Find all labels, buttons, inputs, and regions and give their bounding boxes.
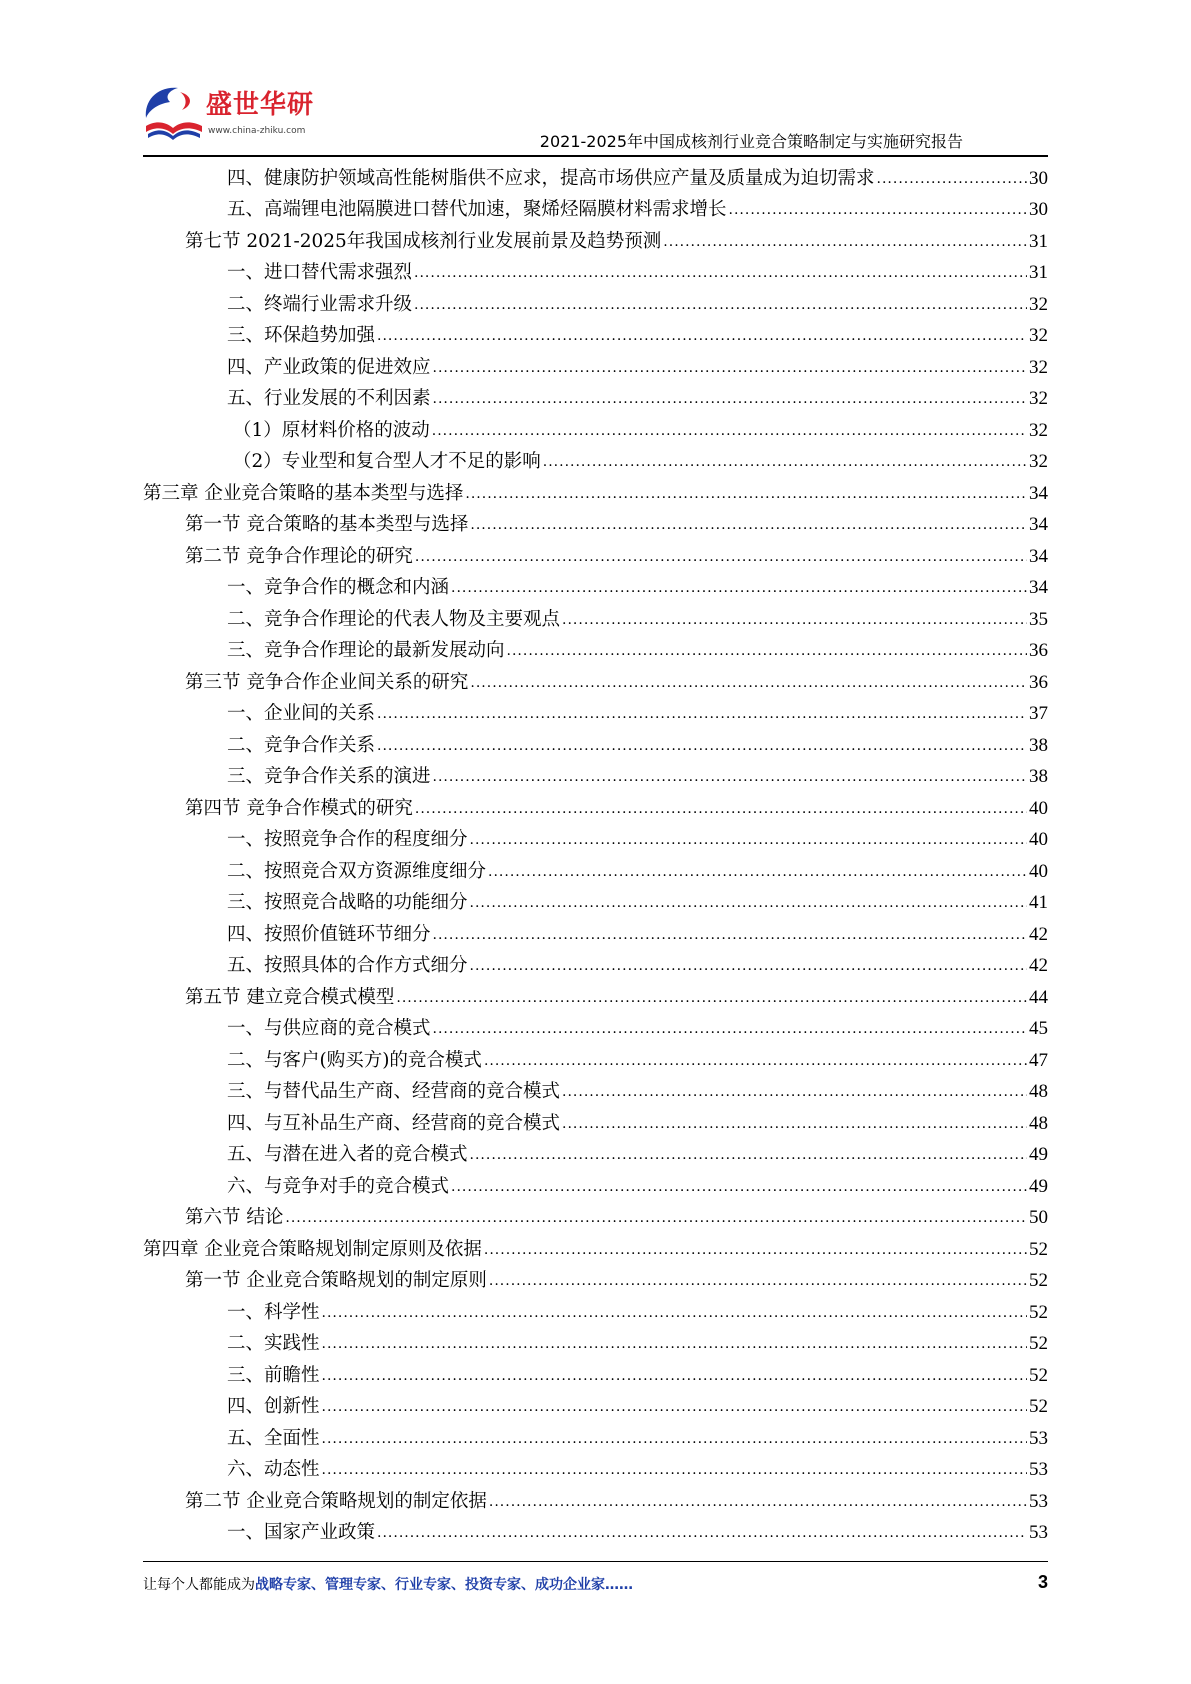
toc-dot-leader (377, 707, 1027, 721)
toc-dot-leader (433, 361, 1027, 375)
toc-entry-page: 32 (1029, 419, 1048, 441)
toc-entry-title: 五、按照具体的合作方式细分 (227, 955, 468, 976)
toc-entry-page: 52 (1029, 1364, 1048, 1386)
toc-entry-title: 六、动态性 (227, 1459, 320, 1480)
toc-entry-page: 48 (1029, 1081, 1048, 1102)
toc-entry-title: 一、企业间的关系 (227, 703, 376, 724)
toc-entry[interactable] (143, 633, 1048, 665)
toc-dot-leader (415, 550, 1027, 564)
toc-entry[interactable] (143, 948, 1048, 980)
toc-entry-title: 三、竞争合作理论的最新发展动向 (227, 640, 505, 661)
page-header (0, 0, 1191, 160)
toc-entry-page: 40 (1029, 829, 1048, 850)
toc-entry-page: 34 (1029, 545, 1048, 567)
toc-entry-title: 五、与潜在进入者的竞合模式 (227, 1144, 468, 1165)
report-title: 2021-2025年中国成核剂行业竞合策略制定与实施研究报告 (539, 132, 963, 151)
toc-entry-title: 第四章 企业竞合策略规划制定原则及依据 (143, 1238, 482, 1260)
toc-entry[interactable] (143, 318, 1048, 350)
toc-entry-page: 48 (1029, 1112, 1048, 1134)
toc-entry-page: 35 (1029, 608, 1048, 630)
toc-entry[interactable] (143, 538, 1048, 570)
toc-entry-title: 一、与供应商的竞合模式 (227, 1018, 431, 1039)
toc-entry-page: 32 (1029, 293, 1048, 315)
toc-entry[interactable] (143, 696, 1048, 728)
toc-entry-title: 三、与替代品生产商、经营商的竞合模式 (227, 1081, 561, 1102)
toc-entry-page: 30 (1029, 199, 1048, 220)
toc-entry-page: 32 (1029, 325, 1048, 346)
toc-entry[interactable] (143, 223, 1048, 255)
toc-dot-leader (322, 1337, 1027, 1351)
toc-dot-leader (562, 1117, 1027, 1131)
toc-entry[interactable] (143, 759, 1048, 791)
toc-dot-leader (322, 1400, 1027, 1414)
toc-entry-page: 42 (1029, 923, 1048, 945)
toc-entry[interactable] (143, 412, 1048, 444)
toc-dot-leader (484, 1054, 1027, 1068)
toc-entry[interactable] (143, 570, 1048, 602)
toc-entry[interactable] (143, 1105, 1048, 1137)
toc-entry[interactable] (143, 1326, 1048, 1358)
book-swoosh-icon (140, 82, 206, 148)
toc-entry-title: 第一节 企业竞合策略规划的制定原则 (185, 1270, 487, 1291)
toc-entry-title: 一、科学性 (227, 1301, 320, 1323)
toc-entry-page: 52 (1029, 1238, 1048, 1260)
toc-entry-title: 第六节 结论 (185, 1207, 284, 1228)
toc-entry[interactable] (143, 1263, 1048, 1295)
toc-dot-leader (489, 1495, 1027, 1509)
toc-entry-title: 四、健康防护领域高性能树脂供不应求，提高市场供应产量及质量成为迫切需求 (227, 167, 875, 189)
toc-entry-page: 30 (1029, 167, 1048, 189)
toc-entry-page: 40 (1029, 860, 1048, 882)
toc-entry[interactable] (143, 1515, 1048, 1547)
toc-entry-title: 四、产业政策的促进效应 (227, 356, 431, 378)
toc-entry-page: 42 (1029, 955, 1048, 976)
toc-dot-leader (465, 487, 1027, 501)
toc-entry-title: 二、竞争合作关系 (227, 734, 376, 756)
toc-entry-title: 四、创新性 (227, 1396, 320, 1417)
toc-dot-leader (488, 865, 1027, 879)
toc-dot-leader (414, 266, 1027, 280)
toc-dot-leader (433, 928, 1027, 942)
toc-dot-leader (562, 613, 1027, 627)
toc-entry[interactable] (143, 475, 1048, 507)
toc-entry[interactable] (143, 1294, 1048, 1326)
toc-entry-page: 41 (1029, 892, 1048, 913)
toc-entry-title: 一、国家产业政策 (227, 1522, 376, 1543)
toc-entry-page: 49 (1029, 1144, 1048, 1165)
toc-entry-page: 34 (1029, 514, 1048, 535)
toc-entry[interactable] (143, 1200, 1048, 1232)
toc-dot-leader (432, 424, 1027, 438)
toc-entry-page: 37 (1029, 703, 1048, 724)
toc-dot-leader (489, 1274, 1027, 1288)
toc-dot-leader (451, 581, 1027, 595)
toc-entry-page: 52 (1029, 1270, 1048, 1291)
toc-dot-leader (470, 896, 1027, 910)
toc-dot-leader (470, 676, 1027, 690)
toc-entry[interactable] (143, 1168, 1048, 1200)
toc-entry[interactable] (143, 160, 1048, 192)
toc-entry-title: 二、竞争合作理论的代表人物及主要观点 (227, 608, 561, 630)
toc-entry[interactable] (143, 727, 1048, 759)
toc-entry-page: 53 (1029, 1490, 1048, 1512)
toc-dot-leader (322, 1432, 1027, 1446)
toc-entry-title: 四、与互补品生产商、经营商的竞合模式 (227, 1112, 561, 1134)
toc-entry[interactable] (143, 1452, 1048, 1484)
toc-dot-leader (433, 770, 1027, 784)
toc-dot-leader (377, 329, 1027, 343)
toc-entry[interactable] (143, 916, 1048, 948)
toc-entry-title: 二、终端行业需求升级 (227, 293, 413, 315)
toc-dot-leader (729, 203, 1027, 217)
toc-entry-title: 六、与竞争对手的竞合模式 (227, 1175, 450, 1197)
toc-entry-title: 二、与客户(购买方)的竞合模式 (227, 1049, 482, 1071)
toc-entry-title: 五、行业发展的不利因素 (227, 388, 431, 409)
toc-entry-title: 第二节 竞争合作理论的研究 (185, 545, 413, 567)
toc-entry-title: 四、按照价值链环节细分 (227, 923, 431, 945)
toc-entry-title: 第四节 竞争合作模式的研究 (185, 797, 413, 819)
toc-entry[interactable] (143, 444, 1048, 476)
toc-entry-page: 53 (1029, 1522, 1048, 1543)
toc-entry-title: 一、按照竞争合作的程度细分 (227, 829, 468, 850)
toc-dot-leader (322, 1306, 1027, 1320)
toc-entry-page: 53 (1029, 1427, 1048, 1449)
toc-entry-title: （2）专业型和复合型人才不足的影响 (233, 451, 541, 472)
toc-entry-title: 三、前瞻性 (227, 1364, 320, 1386)
toc-entry[interactable] (143, 601, 1048, 633)
toc-entry[interactable] (143, 790, 1048, 822)
toc-entry-page: 49 (1029, 1175, 1048, 1197)
toc-entry-page: 45 (1029, 1018, 1048, 1039)
toc-entry[interactable] (143, 381, 1048, 413)
toc-entry-title: 第三章 企业竞合策略的基本类型与选择 (143, 482, 464, 504)
toc-entry-title: （1）原材料价格的波动 (233, 419, 430, 441)
toc-entry[interactable] (143, 1231, 1048, 1263)
toc-entry-page: 36 (1029, 640, 1048, 661)
toc-entry-title: 二、按照竞合双方资源维度细分 (227, 860, 487, 882)
toc-entry-page: 38 (1029, 734, 1048, 756)
toc-entry-page: 47 (1029, 1049, 1048, 1071)
toc-entry-title: 第三节 竞争合作企业间关系的研究 (185, 671, 469, 693)
toc-entry-page: 31 (1029, 230, 1048, 252)
toc-dot-leader (285, 1211, 1027, 1225)
toc-dot-leader (507, 644, 1027, 658)
toc-entry-page: 31 (1029, 262, 1048, 283)
company-logo (140, 82, 340, 154)
toc-entry[interactable] (143, 1357, 1048, 1389)
toc-dot-leader (377, 739, 1027, 753)
footer-slogan-highlight: 战略专家、管理专家、行业专家、投资专家、成功企业家…… (255, 1577, 633, 1593)
toc-entry-title: 一、进口替代需求强烈 (227, 262, 413, 283)
toc-entry-page: 32 (1029, 356, 1048, 378)
toc-entry-title: 一、竞争合作的概念和内涵 (227, 577, 450, 598)
toc-entry[interactable] (143, 664, 1048, 696)
toc-entry-title: 第七节 2021-2025年我国成核剂行业发展前景及趋势预测 (185, 230, 662, 252)
toc-dot-leader (470, 959, 1027, 973)
toc-entry[interactable] (143, 822, 1048, 854)
toc-entry-title: 三、环保趋势加强 (227, 325, 376, 346)
toc-entry[interactable] (143, 1011, 1048, 1043)
toc-dot-leader (451, 1180, 1027, 1194)
toc-entry[interactable] (143, 286, 1048, 318)
toc-entry-title: 五、全面性 (227, 1427, 320, 1449)
toc-entry-page: 38 (1029, 766, 1048, 787)
toc-dot-leader (433, 392, 1027, 406)
toc-entry-title: 五、高端锂电池隔膜进口替代加速，聚烯烃隔膜材料需求增长 (227, 199, 727, 220)
toc-entry-page: 52 (1029, 1396, 1048, 1417)
toc-entry[interactable] (143, 885, 1048, 917)
toc-entry-page: 52 (1029, 1333, 1048, 1354)
toc-entry-page: 40 (1029, 797, 1048, 819)
toc-entry[interactable] (143, 1074, 1048, 1106)
toc-entry[interactable] (143, 1420, 1048, 1452)
toc-dot-leader (484, 1243, 1027, 1257)
toc-entry[interactable] (143, 349, 1048, 381)
page-footer (143, 1574, 633, 1594)
toc-entry-page: 34 (1029, 577, 1048, 598)
toc-entry-page: 36 (1029, 671, 1048, 693)
toc-entry-title: 三、按照竞合战略的功能细分 (227, 892, 468, 913)
toc-entry-page: 32 (1029, 451, 1048, 472)
toc-dot-leader (470, 833, 1027, 847)
toc-entry-page: 32 (1029, 388, 1048, 409)
toc-entry[interactable] (143, 507, 1048, 539)
toc-entry-page: 50 (1029, 1207, 1048, 1228)
toc-entry[interactable] (143, 192, 1048, 224)
toc-dot-leader (470, 1148, 1027, 1162)
toc-entry-page: 44 (1029, 986, 1048, 1008)
toc-entry-title: 第一节 竞合策略的基本类型与选择 (185, 514, 469, 535)
toc-entry[interactable] (143, 853, 1048, 885)
toc-dot-leader (562, 1085, 1027, 1099)
header-divider (143, 155, 1048, 157)
toc-entry[interactable] (143, 1042, 1048, 1074)
toc-entry-page: 52 (1029, 1301, 1048, 1323)
toc-entry-title: 三、竞争合作关系的演进 (227, 766, 431, 787)
toc-dot-leader (543, 455, 1027, 469)
logo-url: www.china-zhiku.com (208, 126, 306, 136)
toc-entry[interactable] (143, 1483, 1048, 1515)
toc-dot-leader (322, 1463, 1027, 1477)
toc-dot-leader (396, 991, 1027, 1005)
toc-entry[interactable] (143, 1137, 1048, 1169)
toc-dot-leader (415, 802, 1027, 816)
toc-entry-page: 53 (1029, 1459, 1048, 1480)
table-of-contents (143, 160, 1048, 1546)
toc-dot-leader (877, 172, 1027, 186)
toc-dot-leader (322, 1369, 1027, 1383)
toc-entry[interactable] (143, 255, 1048, 287)
toc-entry[interactable] (143, 979, 1048, 1011)
toc-dot-leader (414, 298, 1027, 312)
toc-dot-leader (470, 518, 1027, 532)
toc-entry-title: 第二节 企业竞合策略规划的制定依据 (185, 1490, 487, 1512)
toc-entry-title: 二、实践性 (227, 1333, 320, 1354)
footer-slogan-lead: 让每个人都能成为 (143, 1577, 255, 1593)
toc-dot-leader (663, 235, 1027, 249)
toc-entry-title: 第五节 建立竞合模式模型 (185, 986, 395, 1008)
footer-divider (143, 1561, 1048, 1562)
toc-dot-leader (433, 1022, 1027, 1036)
toc-entry-page: 34 (1029, 482, 1048, 504)
logo-name: 盛世华研 (206, 90, 315, 120)
toc-dot-leader (377, 1526, 1027, 1540)
page-number: 3 (1037, 1572, 1048, 1592)
toc-entry[interactable] (143, 1389, 1048, 1421)
